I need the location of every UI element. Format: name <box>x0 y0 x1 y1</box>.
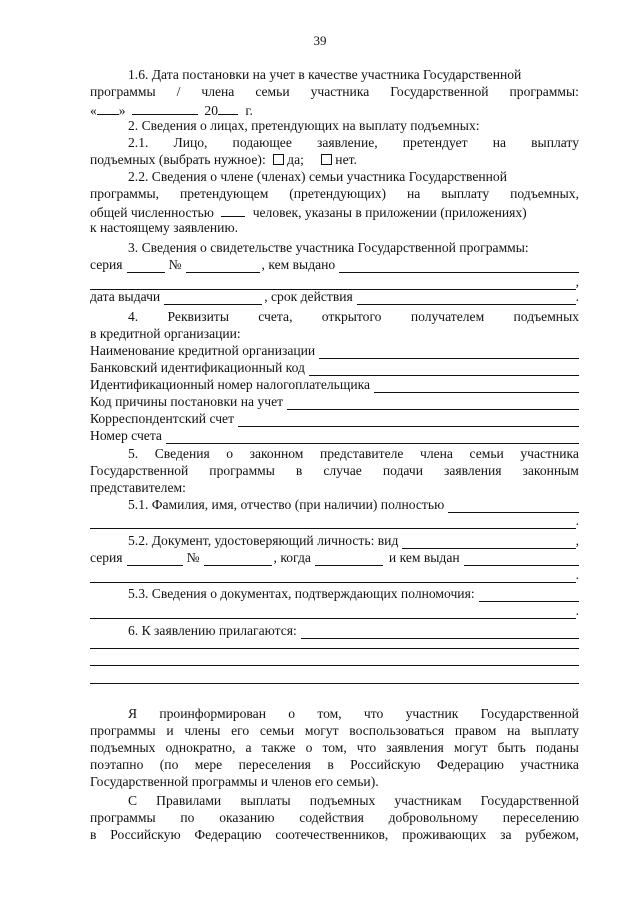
section-2-1-choice: подъемных (выбрать нужное): да; нет. <box>90 152 357 167</box>
certificate-number-field[interactable] <box>186 259 260 273</box>
section-3-heading: 3. Сведения о свидетельстве участника Государственной программы: <box>128 240 529 255</box>
section-2-2-line-1: 2.2. Сведения о члене (членах) семьи участника Государственной <box>128 169 508 184</box>
kpp-field[interactable] <box>287 396 579 410</box>
rules-line-1: С Правилами выплаты подъемных участникам Государственной <box>128 793 579 808</box>
authority-documents-field[interactable] <box>479 588 579 602</box>
section-2-1-line-1: 2.1. Лицо, подающее заявление, претендует на выплату <box>128 135 579 150</box>
inform-line-3: подъемных однократно, а также о том, что заявления могут быть поданы <box>90 740 579 755</box>
certificate-issued-by-field-2[interactable] <box>90 276 576 290</box>
checkbox-yes[interactable] <box>273 154 284 165</box>
attachments-line-4[interactable] <box>90 683 579 684</box>
page-number: 39 <box>313 33 327 48</box>
attachments-row: 6. К заявлению прилагаются: <box>90 623 579 639</box>
attachments-line-2[interactable] <box>90 648 579 649</box>
representative-name-continuation: . <box>90 513 579 529</box>
section-4-line-1: 4. Реквизиты счета, открытого получателем подъемных <box>128 309 579 324</box>
account-number-field[interactable] <box>166 430 579 444</box>
rules-line-3: в Российскую Федерацию соотечественников, проживающих за рубежом, <box>90 827 579 842</box>
inform-line-5: Государственной программы и членов его семьи). <box>90 774 379 789</box>
id-date-field[interactable] <box>315 552 383 566</box>
bik-field[interactable] <box>309 362 579 376</box>
bik-row: Банковский идентификационный код <box>90 360 579 376</box>
certificate-details-line: серия № , кем выдано <box>90 257 579 273</box>
section-2-2-line-3: общей численностью человек, указаны в приложении (приложениях) <box>90 205 527 220</box>
id-issued-by-field[interactable] <box>464 552 579 566</box>
inform-line-2: программы и члены его семьи могут воспользоваться правом на выплату <box>90 723 579 738</box>
date-year-field[interactable] <box>218 101 238 115</box>
account-number-row: Номер счета <box>90 428 579 444</box>
id-document-details-row: серия № , когда и кем выдан <box>90 550 579 566</box>
family-count-field[interactable] <box>221 203 245 217</box>
certificate-issued-by-continuation: , <box>90 274 579 290</box>
id-issued-by-continuation: . <box>90 567 579 583</box>
authority-documents-continuation: . <box>90 603 579 619</box>
id-issued-by-field-2[interactable] <box>90 569 576 583</box>
id-series-field[interactable] <box>127 552 183 566</box>
representative-name-field-2[interactable] <box>90 515 576 529</box>
section-1-6-line-2: программы / члена семьи участника Государственной программы: <box>90 84 579 99</box>
section-2-2-line-2: программы, претендующем (претендующих) на выплату подъемных, <box>90 186 579 201</box>
inn-field[interactable] <box>374 379 579 393</box>
certificate-issued-by-field[interactable] <box>339 259 579 273</box>
authority-documents-row: 5.3. Сведения о документах, подтверждающих полномочия: <box>90 586 579 602</box>
id-number-field[interactable] <box>204 552 272 566</box>
authority-documents-field-2[interactable] <box>90 605 576 619</box>
attachments-field[interactable] <box>301 625 579 639</box>
certificate-validity-field[interactable] <box>357 291 576 305</box>
inn-row: Идентификационный номер налогоплательщика <box>90 377 579 393</box>
representative-name-field[interactable] <box>448 499 579 513</box>
certificate-series-field[interactable] <box>127 259 165 273</box>
corr-account-field[interactable] <box>238 413 579 427</box>
section-1-6-line-1: 1.6. Дата постановки на учет в качестве участника Государственной <box>128 67 522 82</box>
checkbox-no[interactable] <box>321 154 332 165</box>
certificate-dates-line: дата выдачи , срок действия . <box>90 289 579 304</box>
id-document-type-field[interactable] <box>402 535 575 549</box>
section-2-heading: 2. Сведения о лицах, претендующих на выплату подъемных: <box>128 118 480 133</box>
rules-line-2: программы по оказанию содействия добровольному переселению <box>90 810 579 825</box>
inform-line-1: Я проинформирован о том, что участник Государственной <box>128 706 579 721</box>
inform-line-4: поэтапно (по мере переселения в Российскую Федерацию участника <box>90 757 579 772</box>
date-month-field[interactable] <box>132 101 198 115</box>
certificate-issue-date-field[interactable] <box>164 291 262 305</box>
section-5-line-1: 5. Сведения о законном представителе члена семьи участника <box>128 446 579 461</box>
date-day-field[interactable] <box>97 101 119 115</box>
section-5-line-3: представителем: <box>90 480 186 495</box>
id-document-row: 5.2. Документ, удостоверяющий личность: вид , <box>128 533 579 548</box>
corr-account-row: Корреспондентский счет <box>90 411 579 427</box>
kpp-row: Код причины постановки на учет <box>90 394 579 410</box>
attachments-line-3[interactable] <box>90 665 579 666</box>
bank-name-row: Наименование кредитной организации <box>90 343 579 359</box>
representative-name-row: 5.1. Фамилия, имя, отчество (при наличии) полностью <box>90 497 579 513</box>
registration-date-line: « » 20 г. <box>90 103 253 118</box>
bank-name-field[interactable] <box>319 345 579 359</box>
section-5-line-2: Государственной программы в случае подачи заявления законным <box>90 463 579 478</box>
section-2-2-line-4: к настоящему заявлению. <box>90 220 239 235</box>
section-4-line-2: в кредитной организации: <box>90 326 241 341</box>
